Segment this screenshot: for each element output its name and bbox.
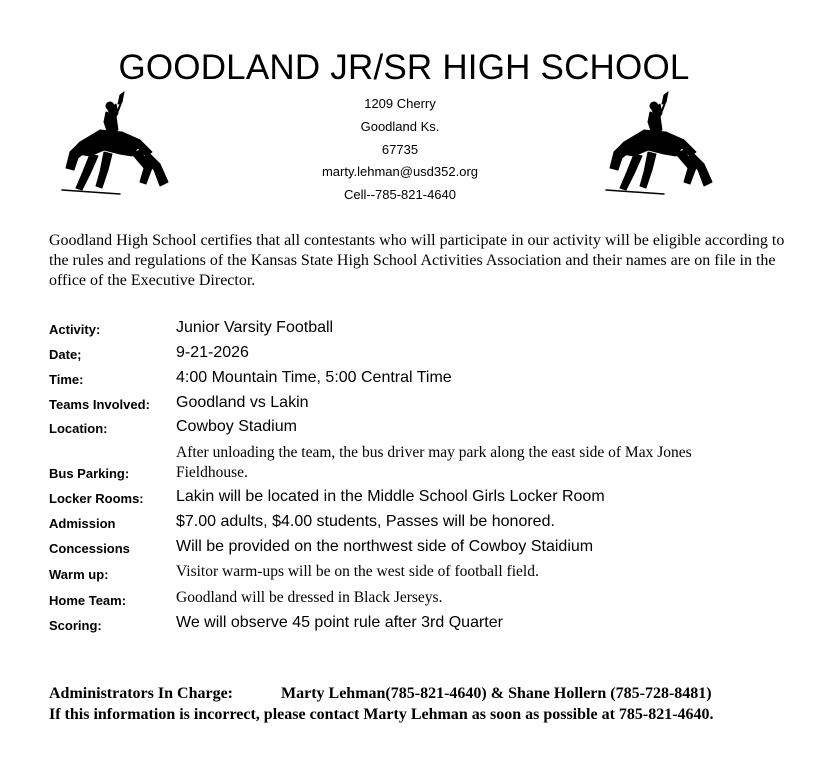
- activity-value: Junior Varsity Football: [176, 319, 334, 336]
- locker-rooms-label: Locker Rooms:: [49, 491, 144, 506]
- address-zip: 67735: [381, 142, 419, 157]
- scoring-value: We will observe 45 point rule after 3rd Quarter: [176, 614, 503, 631]
- admission-value: $7.00 adults, $4.00 students, Passes will be honored.: [176, 513, 555, 530]
- certification-paragraph: Goodland High School certifies that all contestants who will participate in our activity will be eligible according to the rules and regulations of the Kansas State High School Activities Association and their names are on file in the office of the Executive Director.: [49, 232, 785, 289]
- warm-up-value: Visitor warm-ups will be on the west side of football field.: [176, 563, 539, 580]
- admins-names: Marty Lehman(785-821-4640) & Shane Hollern (785-728-8481): [281, 685, 712, 702]
- time-label: Time:: [49, 372, 84, 387]
- scoring-label: Scoring:: [49, 618, 102, 633]
- contact-email[interactable]: marty.lehman@usd352.org: [321, 164, 479, 179]
- home-team-label: Home Team:: [49, 593, 127, 608]
- date-value: 9-21-2026: [176, 344, 249, 361]
- admins-label: Administrators In Charge:: [49, 685, 233, 702]
- time-value: 4:00 Mountain Time, 5:00 Central Time: [176, 369, 452, 386]
- bus-parking-value: After unloading the team, the bus driver may park along the east side of Max Jones Fieldhouse.: [176, 444, 692, 481]
- locker-rooms-value: Lakin will be located in the Middle School Girls Locker Room: [176, 488, 605, 505]
- warm-up-label: Warm up:: [49, 567, 109, 582]
- home-team-value: Goodland will be dressed in Black Jerseys.: [176, 589, 443, 606]
- teams-label: Teams Involved:: [49, 397, 150, 412]
- address-city: Goodland Ks.: [360, 119, 440, 134]
- location-value: Cowboy Stadium: [176, 418, 297, 435]
- concessions-value: Will be provided on the northwest side of Cowboy Staidium: [176, 538, 594, 555]
- page-title: GOODLAND JR/SR HIGH SCHOOL: [118, 48, 690, 87]
- admission-label: Admission: [49, 516, 116, 531]
- teams-value: Goodland vs Lakin: [176, 394, 309, 411]
- location-label: Location:: [49, 421, 108, 436]
- activity-label: Activity:: [49, 322, 101, 337]
- bronco-rider-icon: [604, 90, 714, 205]
- address-street: 1209 Cherry: [364, 96, 436, 111]
- contact-notice: If this information is incorrect, please contact Marty Lehman as soon as possible at 785-821-4640.: [49, 706, 714, 723]
- date-label: Date;: [49, 347, 82, 362]
- contact-cell: Cell--785-821-4640: [343, 187, 456, 202]
- concessions-label: Concessions: [49, 541, 130, 556]
- bronco-rider-icon: [60, 90, 170, 205]
- bus-parking-label: Bus Parking:: [49, 466, 130, 481]
